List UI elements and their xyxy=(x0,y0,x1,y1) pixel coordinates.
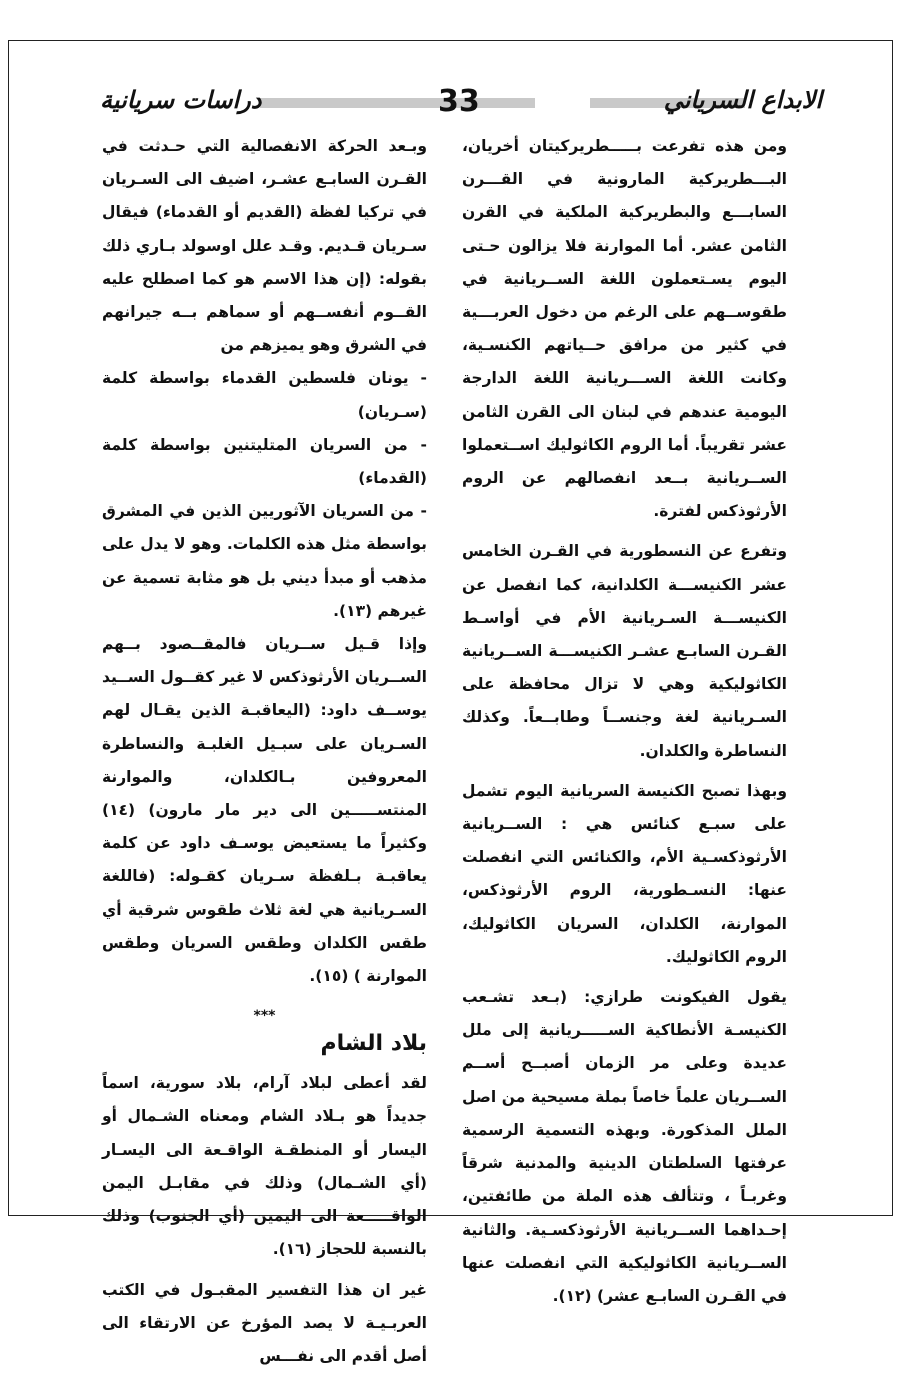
section-title: دراسات سريانية xyxy=(100,86,261,114)
magazine-title: الابداع السرياني xyxy=(664,86,822,114)
paragraph: يقول الفيكونت طرازي: (بـعد تشـعب الكنيسـة الأنطاكية الســـــريانية إلى ملل عديدة وعلى مر الزمان أصبــح أســم الســريان علماً خاصاً بملة مسيحية من اصل الملل المذكورة. وبهذه التسمية الرسمية عرفتها السلطتان الدينية والمدنية شرقاً وغربـاً ، وتتألف هذه الملة من طائفتين، إحـداهما الســريانية الأرثوذكسـية. والثانية الســريانية الكاثوليكية التي انفصلت عنها في القـرن السابـع عشر) (١٢). xyxy=(462,981,787,1313)
paragraph: لقد أعطى لبلاد آرام، بلاد سورية، اسماً جديداً هو بـلاد الشام ومعناه الشـمال أو اليسار أو المنطقـة الواقـعة الى اليسـار (أي الشـمال) وذلك في مقابـل اليمن الواقـــــعة الى اليمين (أي الجنوب) وذلك بالنسبة للحجاز (١٦). xyxy=(102,1067,427,1266)
left-column xyxy=(102,130,427,1373)
page-header xyxy=(100,86,822,120)
section-separator: *** xyxy=(102,1007,427,1025)
paragraph: ومن هذه تفرعت بـــــطريركيتان أخريان، البـــطريركية المارونية في القـــرن السابـــع والبطريركية الملكية في القرن الثامن عشر. أما الموارنة فلا يزالون حـتى اليوم يسـتعملون اللغة الســريانية في طقوســهم على الرغم من دخول العربـــية في كثير من مرافق حــياتهم الكنسـية، وكانت اللغة الســـريانية اللغة الدارجة اليومية عندهم في لبنان الى القرن الثامن عشر تقريباً. أما الروم الكاثوليك اســتعملوا الســريانية بــعد انفصالهم عن الروم الأرثوذكس لفترة. xyxy=(462,130,787,528)
right-column xyxy=(462,130,787,1313)
page-number: 33 xyxy=(438,84,480,119)
section-heading: بلاد الشام xyxy=(102,1027,427,1061)
header-bar-left xyxy=(260,98,535,108)
list-item: - من السريان المتليتنين بواسطة كلمة (القدماء) xyxy=(102,429,427,495)
paragraph: وبهذا تصبح الكنيسة السريانية اليوم تشمل على سبـع كنائس هي : الســريانية الأرثوذكسـية الأم، والكنائس التي انفصلت عنها: النسـطورية، الروم الأرثوذكس، الموارنة، الكلدان، السريان الكاثوليك، الروم الكاثوليك. xyxy=(462,775,787,974)
list-item: - من السريان الآثوريين الذين في المشرق بواسطة مثل هذه الكلمات. وهو لا يدل على مذهب أو مبدأ ديني بل هو مثابة تسمية عن غيرهم (١٣). xyxy=(102,495,427,628)
paragraph: غير ان هذا التفسير المقبـول في الكتب العربـيـة لا يصد المؤرخ عن الارتقاء الى أصل أقدم الى نفـــس xyxy=(102,1274,427,1373)
paragraph: وإذا قـيل ســريان فالمقــصود بــهم الســريان الأرثوذكس لا غير كقــول الســيد يوســف داود: (اليعاقبـة الذين يقـال لهم السـريان على سبـيل الغلبـة والنساطرة المعروفين بـالكلدان، والموارنة المنتســـــين الى دير مار مارون) (١٤) وكثيراً ما يستعيض يوسـف داود عن كلمة يعاقبـة بـلفظة سـريان كقـوله: (فاللغة السـريانية هي لغة ثلاث طقوس شرقية أي طقس الكلدان وطقس السريان وطقس الموارنة ) (١٥). xyxy=(102,628,427,993)
paragraph: وبـعد الحركة الانفصالية التي حـدثت في القـرن السابـع عشـر، اضيف الى السـريان في تركيا لفظة (القديم أو القدماء) فيقال سـريان قـديم. وقـد علل اوسولد بـاري ذلك بقوله: (إن هذا الاسم هو كما اصطلح عليه القــوم أنفســهم أو سماهم بــه جيرانهم في الشرق وهو يميزهم من xyxy=(102,130,427,362)
paragraph: وتفرع عن النسطورية في القـرن الخامس عشر الكنيســـة الكلدانية، كما انفصل عن الكنيســـة السـريانية الأم في أواسـط القـرن السابـع عشـر الكنيســـة الســريانية الكاثوليكية وهي لا تزال محافظة على السـريانية لغة وجنســاً وطابــعاً. وكذلك النساطرة والكلدان. xyxy=(462,535,787,767)
list-item: - يونان فلسطين القدماء بواسطة كلمة (سـريان) xyxy=(102,362,427,428)
